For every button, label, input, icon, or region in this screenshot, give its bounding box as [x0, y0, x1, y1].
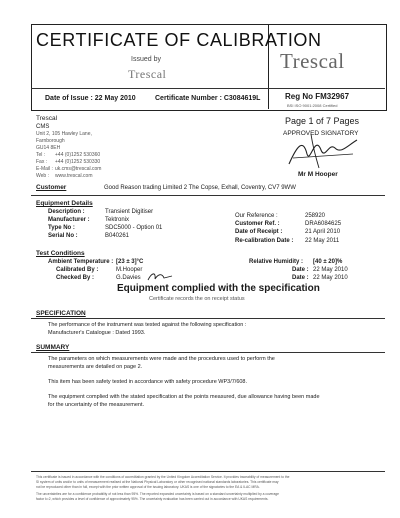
footer-rule: [31, 471, 385, 472]
certificate-number: Certificate Number : C3084619L: [155, 95, 261, 102]
condition-label: Calibrated By :: [56, 267, 99, 273]
web-value[interactable]: www.trescal.com: [55, 173, 93, 179]
footer-line: factor k=2, which provides a level of confidence of approximately 95%. The uncertainty evaluation has been carried out in accordance with UKAS requirements.: [36, 497, 269, 501]
address-division: CMS: [36, 124, 50, 130]
specification-heading: SPECIFICATION: [36, 310, 86, 317]
footer-line: The uncertainties are for a confidence probability of not less than 95%. The reported expanded uncertainty is based on a standard uncertainty multiplied by a coverage: [36, 492, 279, 496]
summary-heading: SUMMARY: [36, 344, 70, 351]
reference-label: Customer Ref. :: [235, 221, 280, 227]
equipment-value: B040261: [105, 233, 130, 239]
summary-text: The equipment complied with the stated specification at the points measured, due allowance having been made: [48, 394, 320, 400]
issued-by-label: Issued by: [131, 56, 161, 63]
address-company: Trescal: [36, 115, 58, 122]
trescal-logo-small: Trescal: [128, 67, 167, 81]
signature-icon: [283, 128, 361, 172]
address-line-2: Farnborough: [36, 138, 65, 144]
footer-line: SI system of units and/or to units of measurement realised at the National Physical Laboratory or other recognised national standards laboratories. This certificate may: [36, 480, 279, 484]
reference-value: DRA6084625: [305, 221, 342, 227]
test-conditions-heading: Test Conditions: [36, 250, 85, 257]
signatory-name: Mr M Hooper: [298, 171, 338, 178]
summary-text: measurements are detailed on page 2.: [48, 364, 143, 370]
equipment-label: Manufacturer :: [48, 217, 90, 223]
page-count: Page 1 of 7 Pages: [285, 116, 360, 126]
email-label: E-Mail :: [36, 166, 53, 172]
condition-label: Relative Humidity :: [249, 259, 304, 265]
reference-label: Our Reference :: [235, 213, 278, 219]
condition-label: Ambient Temperature :: [48, 259, 114, 265]
header-inner-rule: [31, 88, 385, 89]
condition-label: Date :: [292, 267, 309, 273]
reference-label: Re-calibration Date :: [235, 238, 294, 244]
customer-label: Customer: [36, 184, 67, 191]
fax-value: +44 (0)1252 530330: [55, 159, 101, 165]
summary-text: The parameters on which measurements were made and the procedures used to perform the: [48, 356, 275, 362]
condition-value: G.Davies: [116, 275, 141, 281]
equipment-label: Type No :: [48, 225, 75, 231]
customer-value: Good Reason trading Limited 2 The Copse, Exhall, Coventry, CV7 9WW: [104, 185, 296, 191]
reference-value: 21 April 2010: [305, 229, 341, 235]
summary-rule: [31, 352, 385, 353]
summary-text: This item has been safety tested in accordance with safety procedure WP3/7/608.: [48, 379, 248, 385]
condition-value: 22 May 2010: [313, 267, 348, 273]
date-of-issue: Date of Issue : 22 May 2010: [45, 95, 136, 102]
equipment-heading: Equipment Details: [36, 200, 93, 207]
equipment-value: Tektronix: [105, 217, 130, 223]
condition-value: 22 May 2010: [313, 275, 348, 281]
specification-line: The performance of the instrument was tested against the following specification :: [48, 322, 247, 328]
reg-number-subtitle: BSI ISO 9001:2008 Certified: [287, 103, 338, 108]
reg-number: Reg No FM32967: [285, 92, 350, 101]
web-label: Web :: [36, 173, 49, 179]
condition-value: M.Hooper: [116, 267, 143, 273]
address-line-1: Unit 2, 105 Hawley Lane,: [36, 131, 92, 137]
equipment-value: SDC5000 - Option 01: [105, 225, 163, 231]
condition-label: Checked By :: [56, 275, 95, 281]
condition-value: [40 ± 20]%: [313, 259, 343, 265]
summary-text: for the uncertainty of the measurement.: [48, 402, 144, 408]
approved-signatory-label: APPROVED SIGNATORY: [283, 130, 359, 137]
address-line-3: GU14 8EH: [36, 145, 61, 151]
fax-label: Fax :: [36, 159, 48, 165]
equipment-label: Description :: [48, 209, 85, 215]
equipment-label: Serial No :: [48, 233, 78, 239]
compliance-statement: Equipment complied with the specification: [117, 283, 320, 294]
email-value[interactable]: uk.cms@trescal.com: [55, 166, 102, 172]
customer-rule: [31, 195, 385, 196]
tel-value: +44 (0)1252 530360: [55, 152, 101, 158]
condition-label: Date :: [292, 275, 309, 281]
condition-value: [23 ± 3]°C: [116, 259, 144, 265]
compliance-subtext: Certificate records the on receipt status: [149, 296, 245, 302]
checker-initials-icon: [146, 270, 174, 284]
trescal-logo-large: Trescal: [280, 49, 345, 73]
equipment-value: Transient Digitiser: [105, 209, 154, 215]
certificate-title: CERTIFICATE OF CALIBRATION: [36, 30, 322, 50]
reference-value: 258920: [305, 213, 326, 219]
footer-line: not be reproduced other than in full, except with the prior written approval of the issuing laboratory. UKAS is one of the signatories to the EA & ILAC MRA.: [36, 485, 260, 489]
specification-rule: [31, 318, 385, 319]
footer-line: This certificate is issued in accordance with the conditions of accreditation granted by the United Kingdom Accreditation Service. It provides traceability of measurement to the: [36, 475, 290, 479]
specification-line: Manufacturer's Catalogue : Dated 1993.: [48, 330, 146, 336]
reference-label: Date of Receipt :: [235, 229, 283, 235]
reference-value: 22 May 2011: [305, 238, 340, 244]
tel-label: Tel :: [36, 152, 46, 158]
